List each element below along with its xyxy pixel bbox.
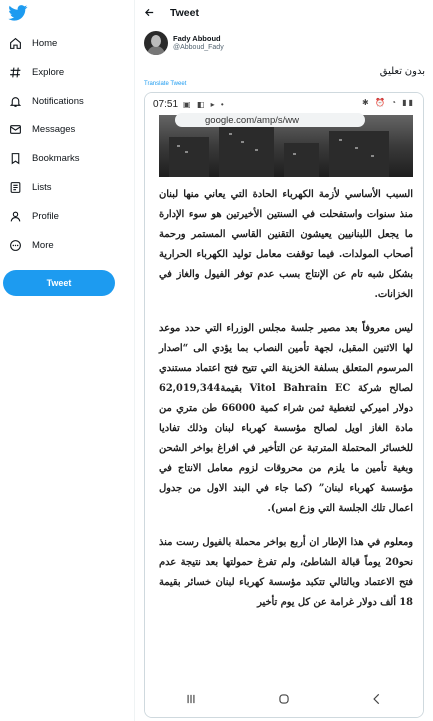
- article-paragraph: ليس معروفاً بعد مصير جلسة مجلس الوزراء التي حدد موعد لها الاثنين المقبل، لجهة تأمين النصاب بما يؤدي الى “اصدار المرسوم المتعلق بسلفة الخزينة التي تتيح فتح اعتماد مستندي لصالح شركة Vitol Bahrain EC بقيمة62,019,344 دولار اميركي لتغطية ثمن شراء كمية 66000 طن متري من مادة الغاز اويل لصالح مؤسسة كهرباء لبنان وذلك تفاديا للخسائر المحتملة المترتبة عن التأخير في افراغ بواخر الشحن وبغية تأمين ما يلزم من محروقات لزوم معامل الانتاج في مؤسسة كهرباء لبنان” (كما جاء في البند الاول من جدول اعمال تلك الجلسة التي وزع امس).: [159, 323, 413, 514]
- browser-url-bar: [175, 113, 365, 127]
- sidebar: [0, 0, 135, 721]
- status-system-icons: ✱ ⏰ ◔ ▮▮: [362, 98, 415, 107]
- list-icon: [8, 180, 22, 194]
- recents-icon: [176, 689, 206, 709]
- sidebar-item-notifications[interactable]: [0, 90, 125, 112]
- phone-nav-bar: [145, 681, 423, 717]
- header: [136, 0, 433, 25]
- sidebar-item-label: Messages: [32, 123, 76, 135]
- bookmark-icon: [8, 151, 22, 165]
- phone-status-bar: [145, 93, 423, 115]
- article-body: [159, 185, 413, 627]
- home-icon: [8, 36, 22, 50]
- home-circle-icon: [269, 689, 299, 709]
- sidebar-item-label: Profile: [32, 210, 59, 222]
- status-time: 07:51: [153, 98, 179, 110]
- twitter-bird-icon[interactable]: [8, 5, 28, 21]
- avatar[interactable]: [144, 31, 168, 55]
- sidebar-item-more[interactable]: [0, 234, 125, 256]
- page-title: Tweet: [170, 6, 199, 19]
- more-circle-icon: [8, 238, 22, 252]
- bell-icon: [8, 94, 22, 108]
- sidebar-item-bookmarks[interactable]: [0, 147, 125, 169]
- person-icon: [8, 209, 22, 223]
- sidebar-item-messages[interactable]: [0, 118, 125, 140]
- sidebar-item-home[interactable]: [0, 32, 125, 54]
- sidebar-item-profile[interactable]: [0, 205, 125, 227]
- tweet-button[interactable]: Tweet: [3, 270, 115, 296]
- back-arrow-icon[interactable]: [144, 7, 156, 19]
- article-paragraph: ومعلوم في هذا الإطار ان أربع بواخر محملة بالفيول رست منذ نحو20 يوماً قبالة الشاطئ، ولم تفرغ حمولتها بعد نتيجة عدم فتح الاعتماد وبالتالي تتكبد مؤسسة كهرباء لبنان خسائر بقيمة 18 ألف دولار غرامة عن كل يوم تأخير: [159, 537, 413, 608]
- envelope-icon: [8, 122, 22, 136]
- main-column: [136, 0, 433, 721]
- sidebar-item-label: More: [32, 239, 54, 251]
- sidebar-item-label: Explore: [32, 66, 65, 78]
- author-handle[interactable]: @Abboud_Fady: [173, 44, 224, 51]
- sidebar-item-label: Notifications: [32, 95, 84, 107]
- sidebar-item-lists[interactable]: [0, 176, 125, 198]
- sidebar-item-label: Home: [32, 37, 58, 49]
- back-chevron-icon: [362, 689, 392, 709]
- sidebar-item-label: Bookmarks: [32, 152, 80, 164]
- tweet-media-image[interactable]: [144, 92, 424, 718]
- article-paragraph: السبب الأساسي لأزمة الكهرباء الحادة التي يعاني منها لبنان منذ سنوات واستفحلت في السنتين الأخيرتين هو سوء الإدارة ما يجعل اللبنانيين يعيشون التقنين القاسي المستمر ورحمة أصحاب المولدات. فيما توقفت معامل توليد الكهرباء الحرارية بشكل شبه تام عن الإنتاج بسب عدم توفر الفيول والغاز في الخزانات.: [159, 189, 413, 300]
- hashtag-icon: [8, 65, 22, 79]
- sidebar-item-explore[interactable]: [0, 61, 125, 83]
- author-name[interactable]: Fady Abboud: [173, 34, 221, 43]
- sidebar-item-label: Lists: [32, 181, 52, 193]
- url-text: google.com/amp/s/ww: [205, 114, 299, 126]
- tweet-text: بدون تعليق: [379, 66, 425, 77]
- status-notification-icons: ▣ ◧ ▸ •: [183, 99, 226, 109]
- tweet-author[interactable]: [144, 31, 224, 55]
- translate-tweet-link[interactable]: Translate Tweet: [144, 81, 187, 87]
